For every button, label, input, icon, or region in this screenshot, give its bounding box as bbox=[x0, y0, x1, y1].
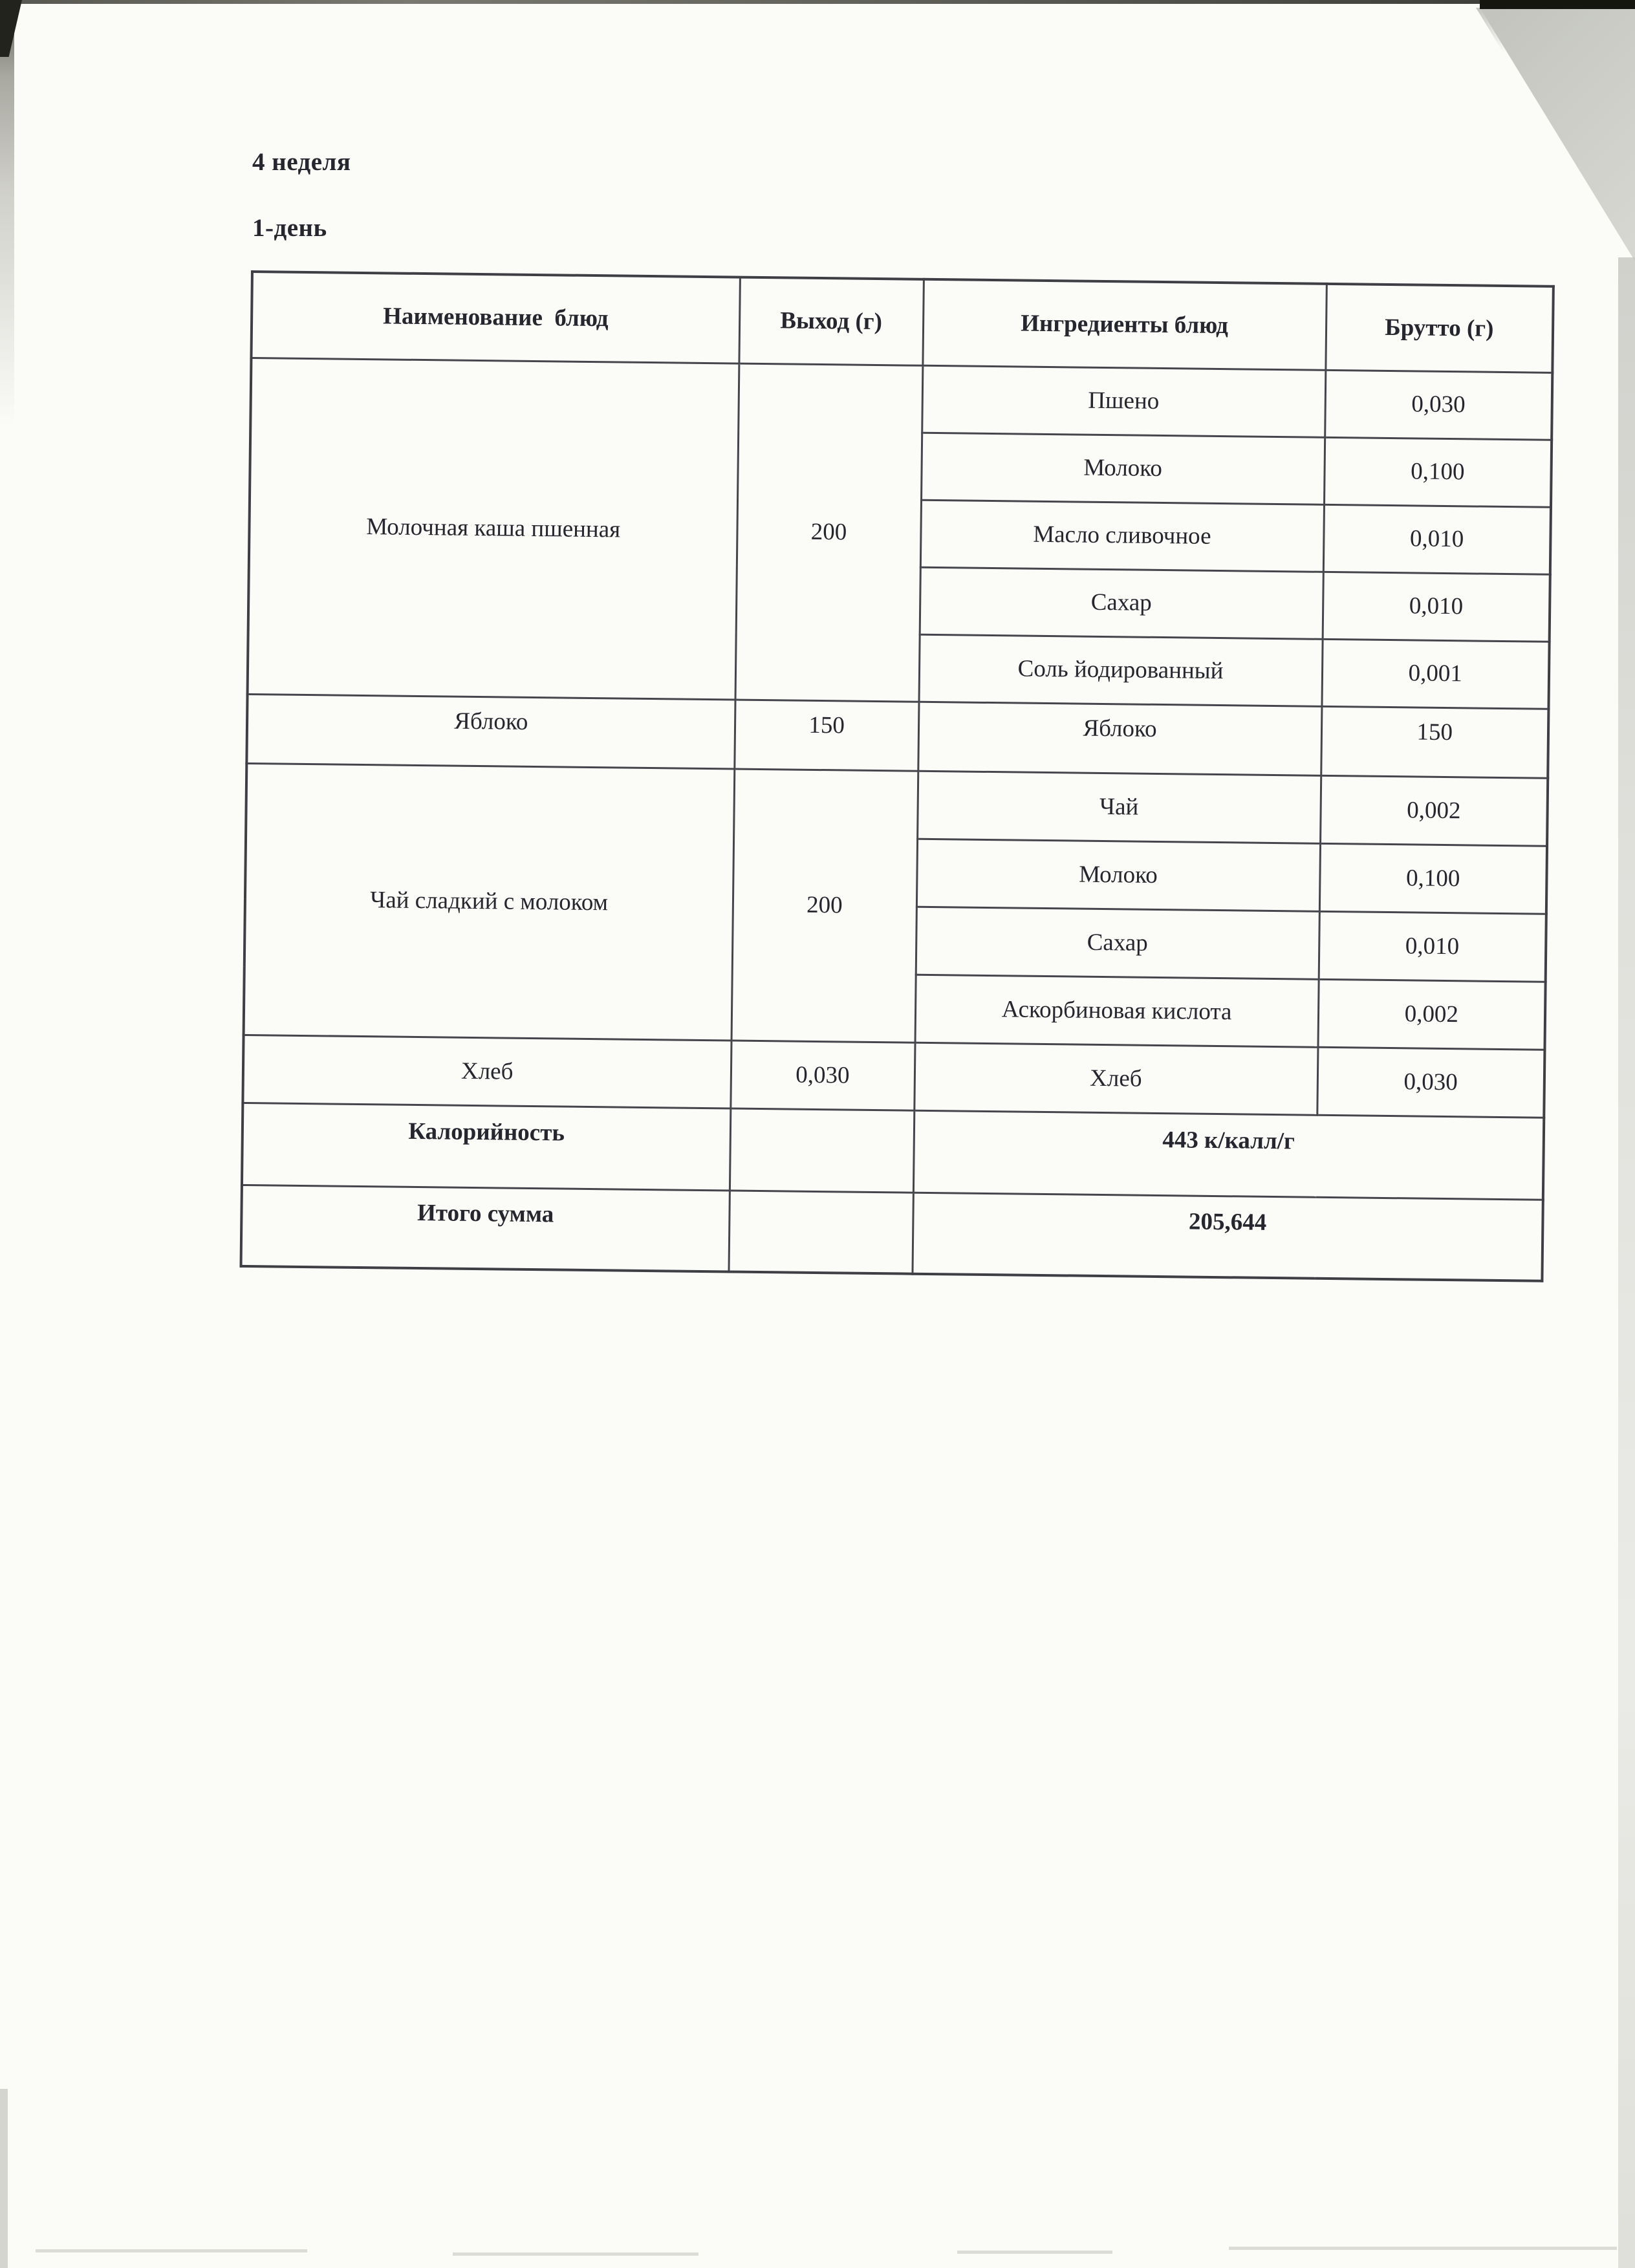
ingredient-name-cell: Хлеб bbox=[914, 1042, 1317, 1115]
summary-label-cell: Итого сумма bbox=[241, 1185, 730, 1272]
ingredient-name-cell: Яблоко bbox=[918, 702, 1321, 775]
ingredient-gross-cell: 0,030 bbox=[1325, 370, 1552, 440]
dish-output-cell: 200 bbox=[731, 769, 918, 1042]
ingredient-gross-cell: 0,002 bbox=[1320, 775, 1548, 846]
scan-edge-top-right bbox=[1480, 0, 1635, 9]
scan-bottom-artifact bbox=[1229, 2247, 1617, 2250]
ingredient-gross-cell: 0,001 bbox=[1321, 639, 1549, 709]
col-header-gross: Брутто (г) bbox=[1325, 284, 1553, 373]
menu-table-wrapper bbox=[240, 270, 1552, 1282]
scan-bottom-artifact bbox=[453, 2252, 698, 2256]
summary-value-cell: 205,644 bbox=[912, 1193, 1543, 1281]
week-heading: 4 неделя bbox=[252, 148, 351, 176]
dish-name-cell: Яблоко bbox=[246, 694, 735, 769]
ingredient-name-cell: Пшено bbox=[922, 365, 1325, 437]
dish-output-cell: 200 bbox=[735, 363, 923, 702]
ingredient-gross-cell: 0,010 bbox=[1323, 572, 1550, 642]
ingredient-gross-cell: 0,010 bbox=[1323, 504, 1551, 574]
ingredient-gross-cell: 150 bbox=[1321, 706, 1548, 778]
scan-edge-top bbox=[0, 0, 1635, 4]
summary-row-total bbox=[241, 1185, 1543, 1281]
dish-output-cell: 150 bbox=[734, 700, 918, 771]
ingredient-name-cell: Соль йодированный bbox=[919, 634, 1323, 706]
dish-name-cell: Молочная каша пшенная bbox=[248, 358, 739, 700]
col-header-dish-name: Наименование блюд bbox=[251, 272, 739, 363]
table-header-row bbox=[251, 272, 1553, 373]
ingredient-gross-cell: 0,030 bbox=[1317, 1047, 1544, 1118]
summary-empty-cell bbox=[728, 1190, 913, 1273]
scan-bottom-artifact bbox=[36, 2249, 307, 2252]
menu-table bbox=[240, 270, 1555, 1282]
ingredient-gross-cell: 0,002 bbox=[1317, 979, 1545, 1050]
summary-value-cell: 443 к/калл/г bbox=[913, 1110, 1544, 1200]
ingredient-name-cell: Молоко bbox=[916, 839, 1320, 911]
summary-label-cell: Калорийность bbox=[242, 1103, 730, 1191]
scan-bottom-artifact bbox=[957, 2251, 1112, 2254]
summary-row-calories bbox=[242, 1103, 1544, 1200]
dish-name-cell: Чай сладкий с молоком bbox=[244, 763, 735, 1041]
summary-empty-cell bbox=[730, 1108, 914, 1192]
ingredient-row bbox=[250, 358, 1552, 440]
ingredient-name-cell: Молоко bbox=[921, 433, 1325, 504]
scan-edge-left bbox=[0, 0, 14, 427]
ingredient-name-cell: Чай bbox=[917, 771, 1321, 843]
ingredient-gross-cell: 0,100 bbox=[1324, 437, 1552, 507]
ingredient-gross-cell: 0,100 bbox=[1319, 843, 1547, 914]
day-heading: 1-день bbox=[252, 214, 327, 242]
col-header-ingredients: Ингредиенты блюд bbox=[922, 279, 1326, 370]
scan-edge-right bbox=[1618, 257, 1635, 2268]
ingredient-name-cell: Сахар bbox=[920, 567, 1323, 639]
ingredient-name-cell: Сахар bbox=[916, 907, 1319, 979]
ingredient-name-cell: Аскорбиновая кислота bbox=[915, 975, 1319, 1047]
ingredient-name-cell: Масло сливочное bbox=[920, 500, 1324, 572]
ingredient-gross-cell: 0,010 bbox=[1319, 911, 1546, 982]
dish-name-cell: Хлеб bbox=[243, 1035, 731, 1108]
scan-edge-bottom-left bbox=[0, 2089, 8, 2268]
ingredient-row bbox=[246, 763, 1548, 846]
dish-output-cell: 0,030 bbox=[730, 1041, 915, 1110]
col-header-output: Выход (г) bbox=[739, 277, 923, 365]
